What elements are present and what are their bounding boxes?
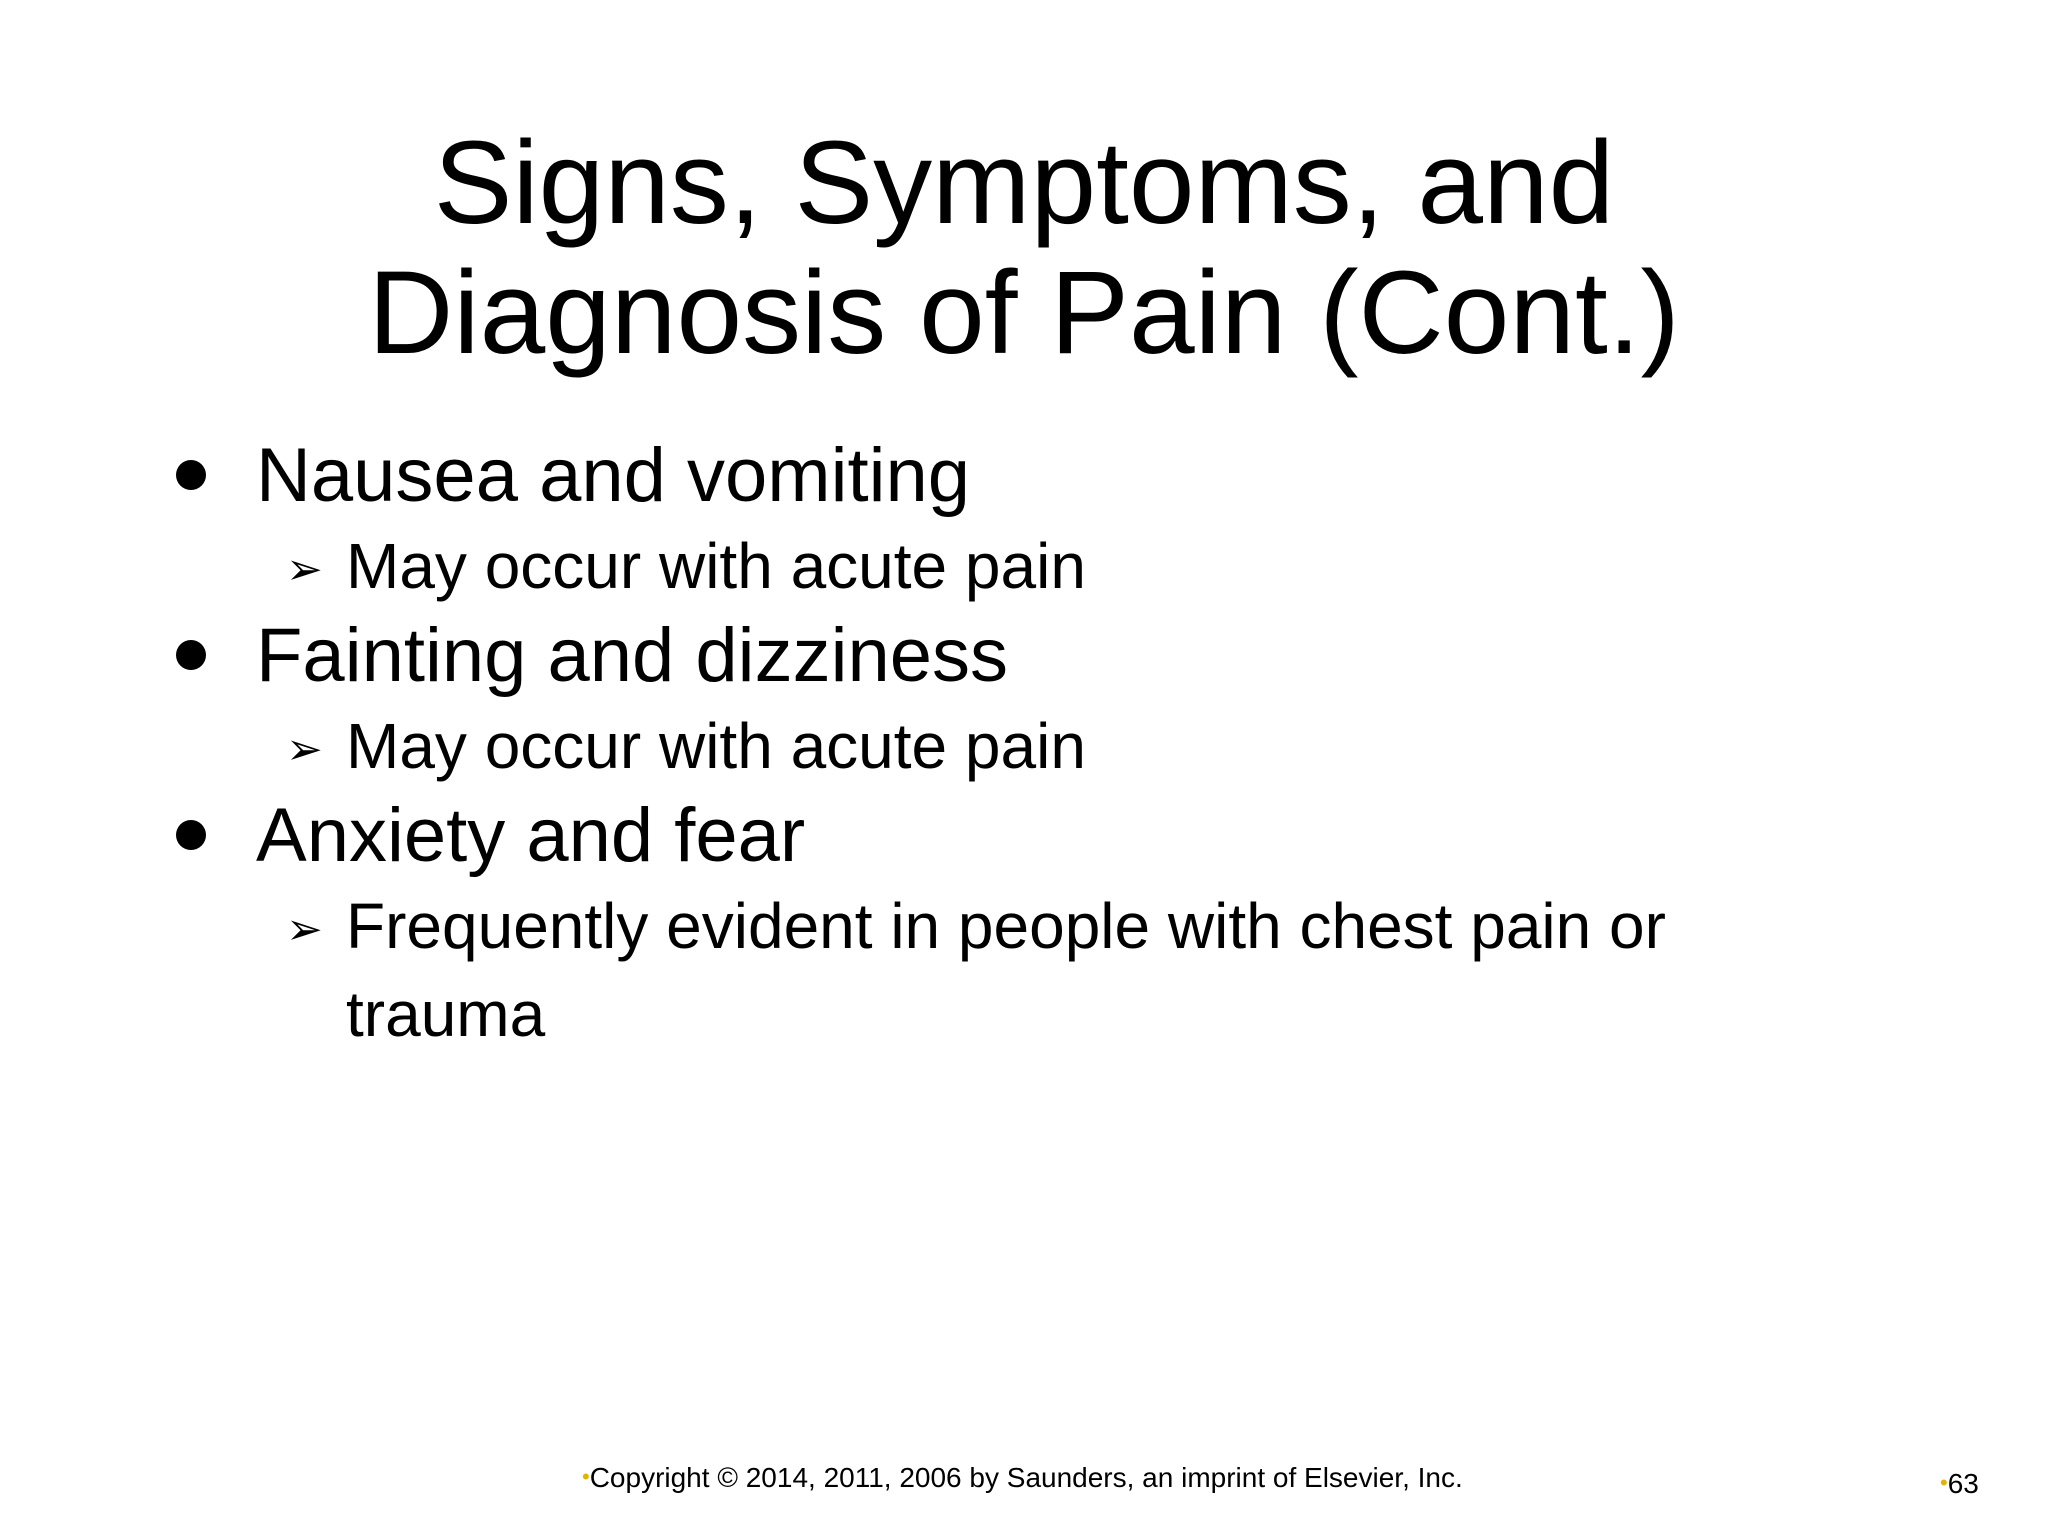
title-line-2: Diagnosis of Pain (Cont.): [368, 247, 1680, 379]
page-marker-icon: •: [1940, 1470, 1948, 1495]
bullet-text: Anxiety and fear: [256, 793, 806, 878]
sub-bullet-text: May occur with acute pain: [346, 710, 1086, 782]
sub-bullet-text: Frequently evident in people with chest pain or trauma: [346, 890, 1666, 1050]
filled-circle-icon: [176, 820, 206, 850]
copyright-footer: [582, 1460, 1463, 1495]
copyright-text: Copyright © 2014, 2011, 2006 by Saunders, an imprint of Elsevier, Inc.: [589, 1462, 1463, 1493]
bullet-list: [0, 430, 2048, 1058]
bullet-item: [0, 430, 2048, 522]
arrowhead-icon: ➢: [286, 544, 323, 595]
sub-bullet-group: [0, 882, 2048, 1058]
slide-title: [0, 118, 2048, 378]
sub-bullet-text: May occur with acute pain: [346, 530, 1086, 602]
sub-bullet-list: [0, 882, 2048, 1058]
sub-bullet-item: [0, 522, 2048, 610]
sub-bullet-item: [0, 882, 2048, 1058]
sub-bullet-item: [0, 702, 2048, 790]
filled-circle-icon: [176, 640, 206, 670]
bullet-text: Fainting and dizziness: [256, 613, 1008, 698]
arrowhead-icon: ➢: [286, 724, 323, 775]
sub-bullet-group: [0, 702, 2048, 790]
arrowhead-icon: ➢: [286, 904, 323, 955]
bullet-item: [0, 610, 2048, 702]
page-number: [1940, 1466, 1979, 1501]
sub-bullet-list: [0, 702, 2048, 790]
sub-bullet-list: [0, 522, 2048, 610]
page-number-text: 63: [1947, 1468, 1979, 1499]
sub-bullet-group: [0, 522, 2048, 610]
filled-circle-icon: [176, 460, 206, 490]
bullet-text: Nausea and vomiting: [256, 433, 970, 518]
footer-marker-icon: •: [582, 1464, 590, 1489]
bullet-item: [0, 790, 2048, 882]
title-line-1: Signs, Symptoms, and: [433, 117, 1615, 249]
